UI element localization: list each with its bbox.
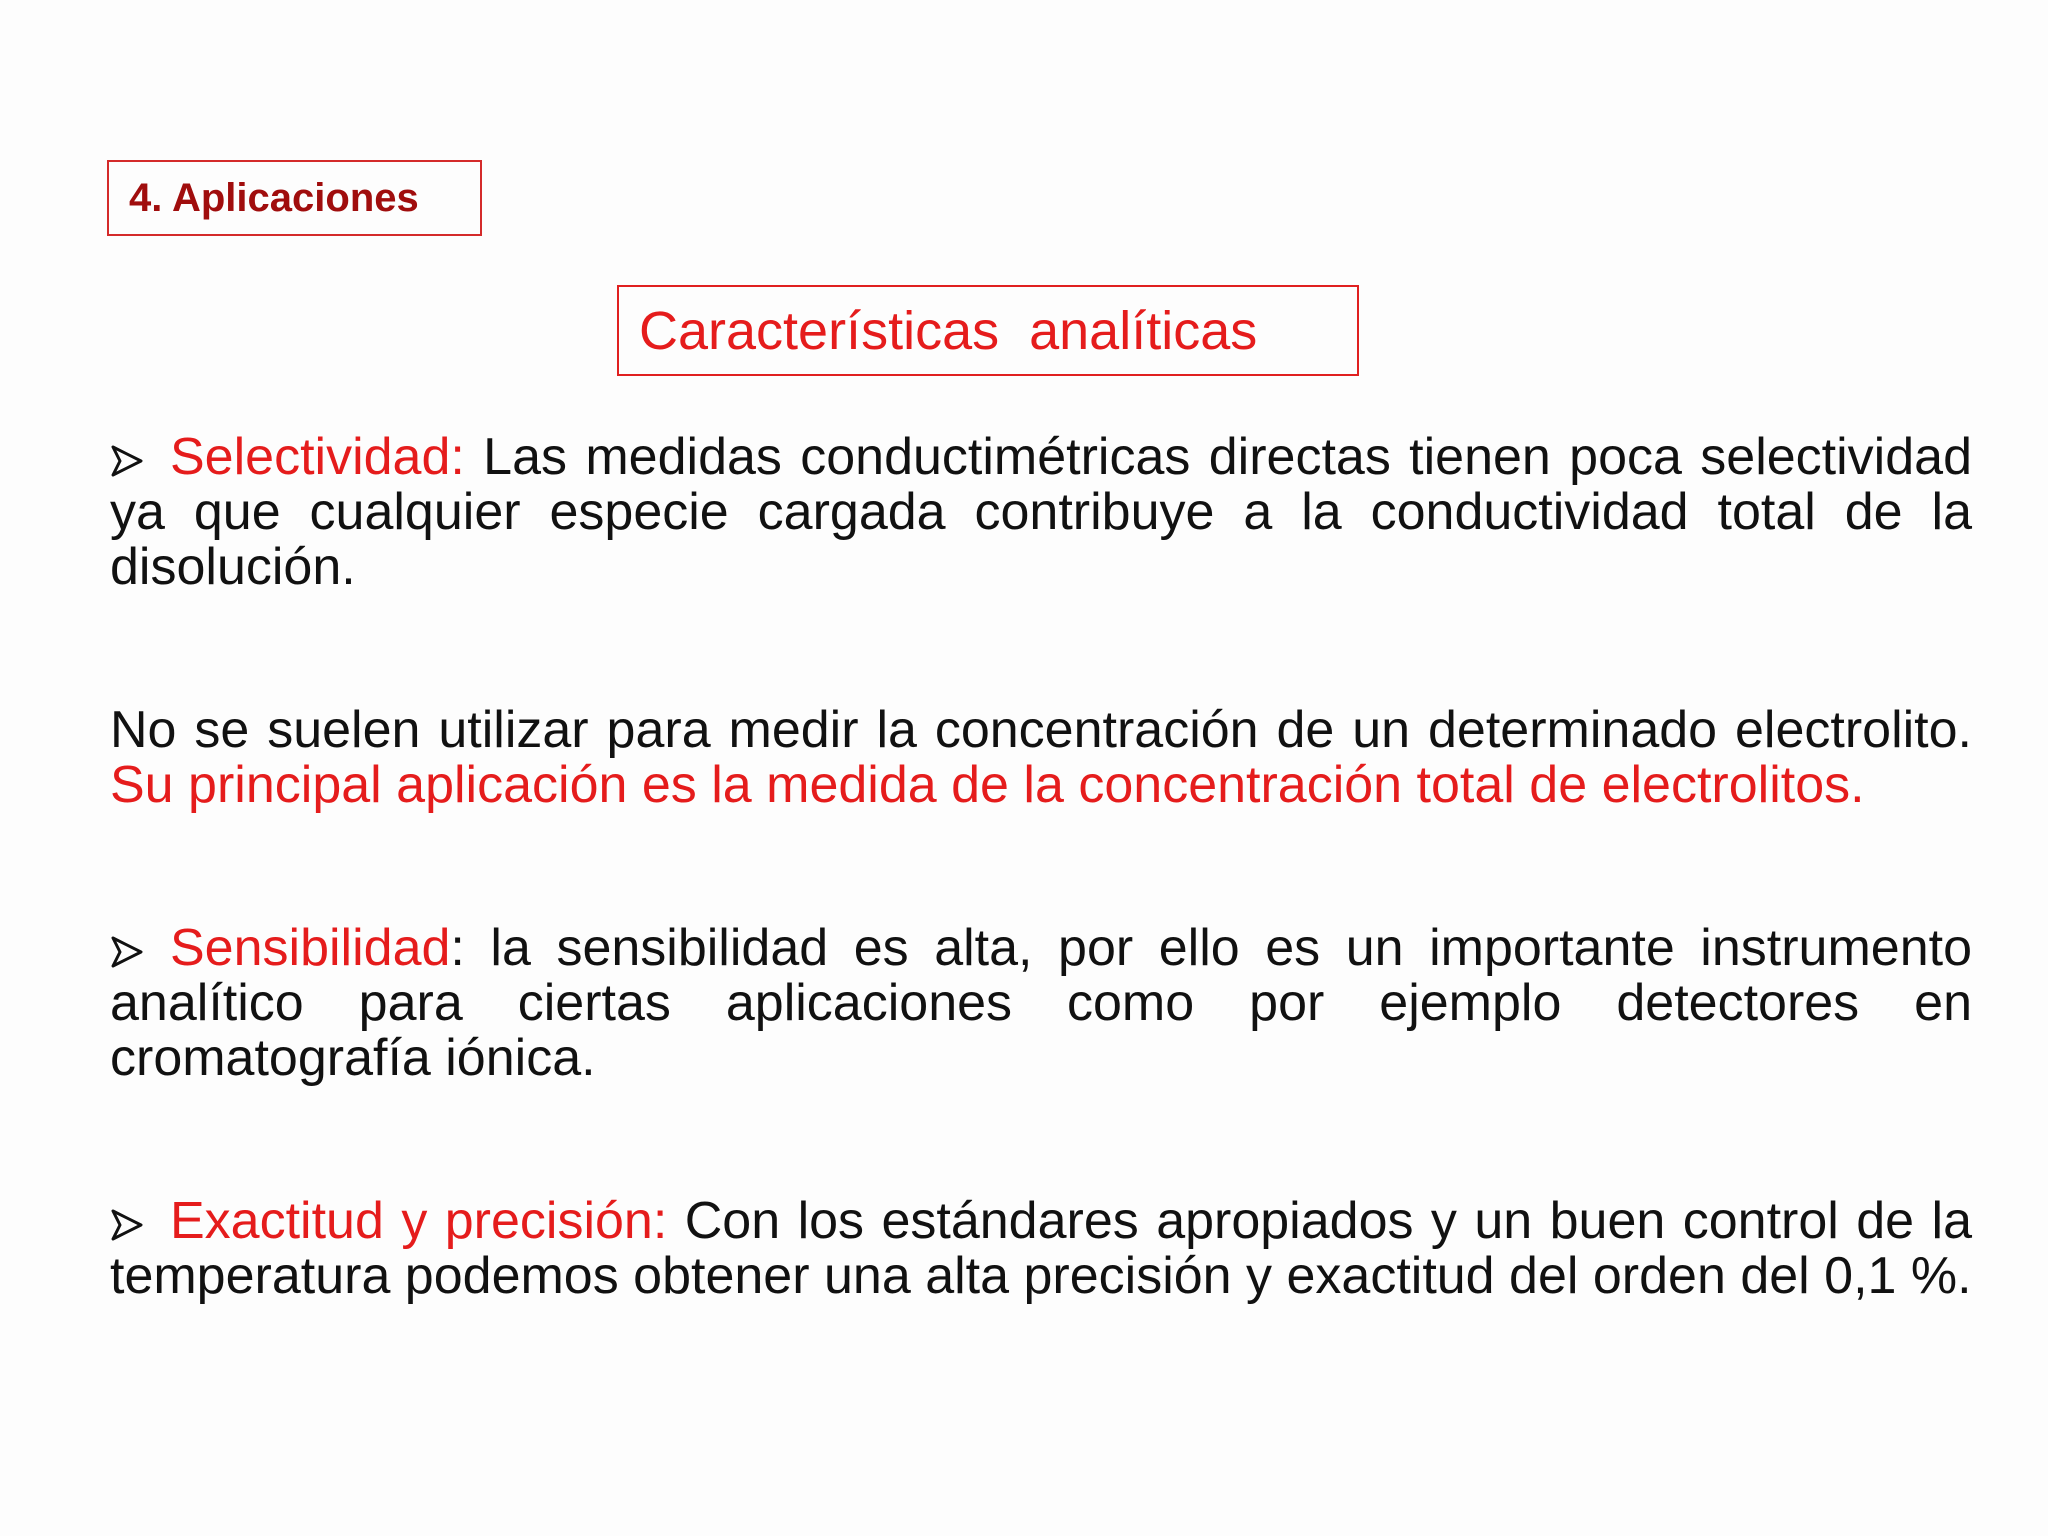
- arrow-bullet-icon: [110, 1194, 170, 1249]
- highlight-electrolitos: Su principal aplicación es la medida de la concentración total de electrolitos.: [110, 756, 1865, 814]
- body-electrolitos: No se suelen utilizar para medir la concentración de un determinado electrolito.: [110, 701, 1972, 759]
- body-exactitud: Con los estándares apropiados y un buen control de la temperatura podemos obtener una alta precisión y exactitud del orden del 0,1 %.: [110, 1192, 1972, 1305]
- paragraph-sensibilidad: [110, 921, 1972, 1086]
- paragraph-electrolitos: [110, 703, 1972, 813]
- paragraph-selectividad: [110, 430, 1972, 595]
- slide-content: [110, 430, 1972, 1304]
- body-sensibilidad: : la sensibilidad es alta, por ello es un importante instrumento analítico para ciertas aplicaciones como por ejemplo detectores en cromatografía iónica.: [110, 919, 1972, 1087]
- section-label-text: 4. Aplicaciones: [129, 175, 419, 220]
- subtitle-text: Características analíticas: [639, 300, 1258, 361]
- paragraph-exactitud: [110, 1194, 1972, 1304]
- body-selectividad: Las medidas conductimétricas directas tienen poca selectividad ya que cualquier especie cargada contribuye a la conductividad total de la disolución.: [110, 428, 1972, 596]
- arrow-bullet-icon: [110, 921, 170, 976]
- section-label: [107, 160, 482, 236]
- term-exactitud: Exactitud y precisión:: [170, 1192, 668, 1250]
- term-sensibilidad: Sensibilidad: [170, 919, 451, 977]
- subtitle-box: [617, 285, 1359, 376]
- term-selectividad: Selectividad:: [170, 428, 465, 486]
- arrow-bullet-icon: [110, 430, 170, 485]
